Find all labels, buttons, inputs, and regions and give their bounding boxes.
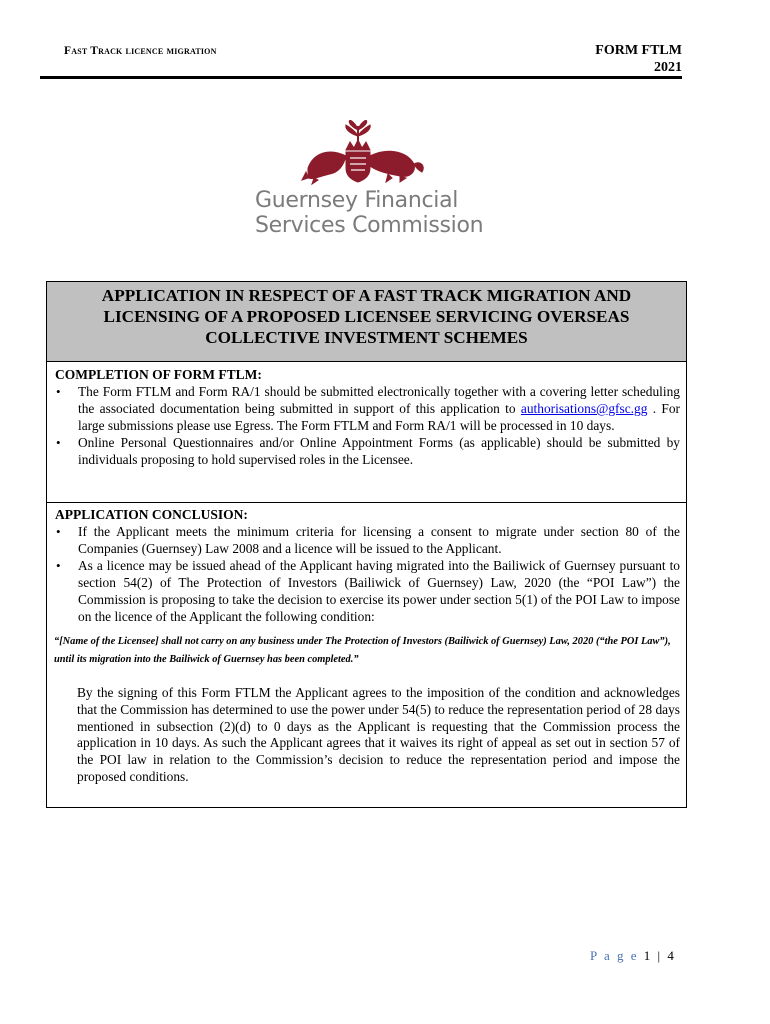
conclusion-heading: APPLICATION CONCLUSION: <box>55 507 248 522</box>
application-form-box <box>46 281 687 808</box>
logo-line-2: Services Commission <box>255 213 484 238</box>
page-number: 1 | 4 <box>643 948 676 963</box>
page-label: P a g e <box>590 948 639 963</box>
completion-item-2: • Online Personal Questionnaires and/or Online Appointment Forms (as applicable) should be submitted by individuals proposing to hold supervised roles in the Licensee. <box>47 434 686 468</box>
title-line-2: LICENSING OF A PROPOSED LICENSEE SERVICING OVERSEAS <box>103 307 630 326</box>
completion-list <box>47 383 686 468</box>
title-line-1: APPLICATION IN RESPECT OF A FAST TRACK MIGRATION AND <box>101 286 632 305</box>
licence-condition: “[Name of the Licensee] shall not carry on any business under The Protection of Investors (Bailiwick of Guernsey) Law, 2020 (“the POI Law”), until its migration into the Bailiwick of Guernsey has been completed.” <box>54 636 671 665</box>
form-year: 2021 <box>654 60 682 75</box>
completion-item-1-text: The Form FTLM and Form RA/1 should be submitted electronically together with a covering letter scheduling the associated documentation being submitted in support of this application to <box>78 384 680 416</box>
completion-section <box>47 362 686 503</box>
completion-heading: COMPLETION OF FORM FTLM: <box>55 367 262 382</box>
page-footer <box>590 948 676 964</box>
header-form-id <box>595 42 682 76</box>
email-link[interactable]: authorisations@gfsc.gg <box>520 401 648 416</box>
completion-item-1-text-end: . For large submissions please use Egress. The Form FTLM and Form RA/1 will be processed in 10 days. <box>78 401 680 433</box>
conclusion-list <box>47 523 686 625</box>
form-title <box>47 282 686 362</box>
conclusion-section <box>47 503 686 786</box>
form-name: FORM FTLM <box>595 43 682 58</box>
completion-item-1 <box>47 383 686 434</box>
conclusion-item-2: • As a licence may be issued ahead of the Applicant having migrated into the Bailiwick of Guernsey pursuant to section 54(2) of The Protection of Investors (Bailiwick of Guernsey) Law, 2020 (the “POI Law”) the Commission is proposing to take the decision to exercise its power under section 5(1) of the POI Law to impose on the licence of the Applicant the following condition: <box>47 557 686 625</box>
header-document-title: Fast Track licence migration <box>64 45 217 57</box>
gfsc-logo-wordmark <box>255 188 483 238</box>
header-rule <box>40 76 682 79</box>
title-line-3: COLLECTIVE INVESTMENT SCHEMES <box>205 328 528 347</box>
logo-line-1: Guernsey Financial <box>255 188 459 213</box>
conclusion-item-1: • If the Applicant meets the minimum criteria for licensing a consent to migrate under section 80 of the Companies (Guernsey) Law 2008 and a licence will be issued to the Applicant. <box>47 523 686 557</box>
signing-paragraph: By the signing of this Form FTLM the Applicant agrees to the imposition of the condition and acknowledges that the Commission has determined to use the power under 54(5) to reduce the representation period of 28 days mentioned in subsection (2)(d) to 0 days as the Applicant is requesting that the Commission process the application in 10 days. As such the Applicant agrees that it waives its right of appeal as set out in section 57 of the POI law in relation to the Commission’s decision to reduce the representation period and impose the proposed conditions. <box>77 685 680 784</box>
